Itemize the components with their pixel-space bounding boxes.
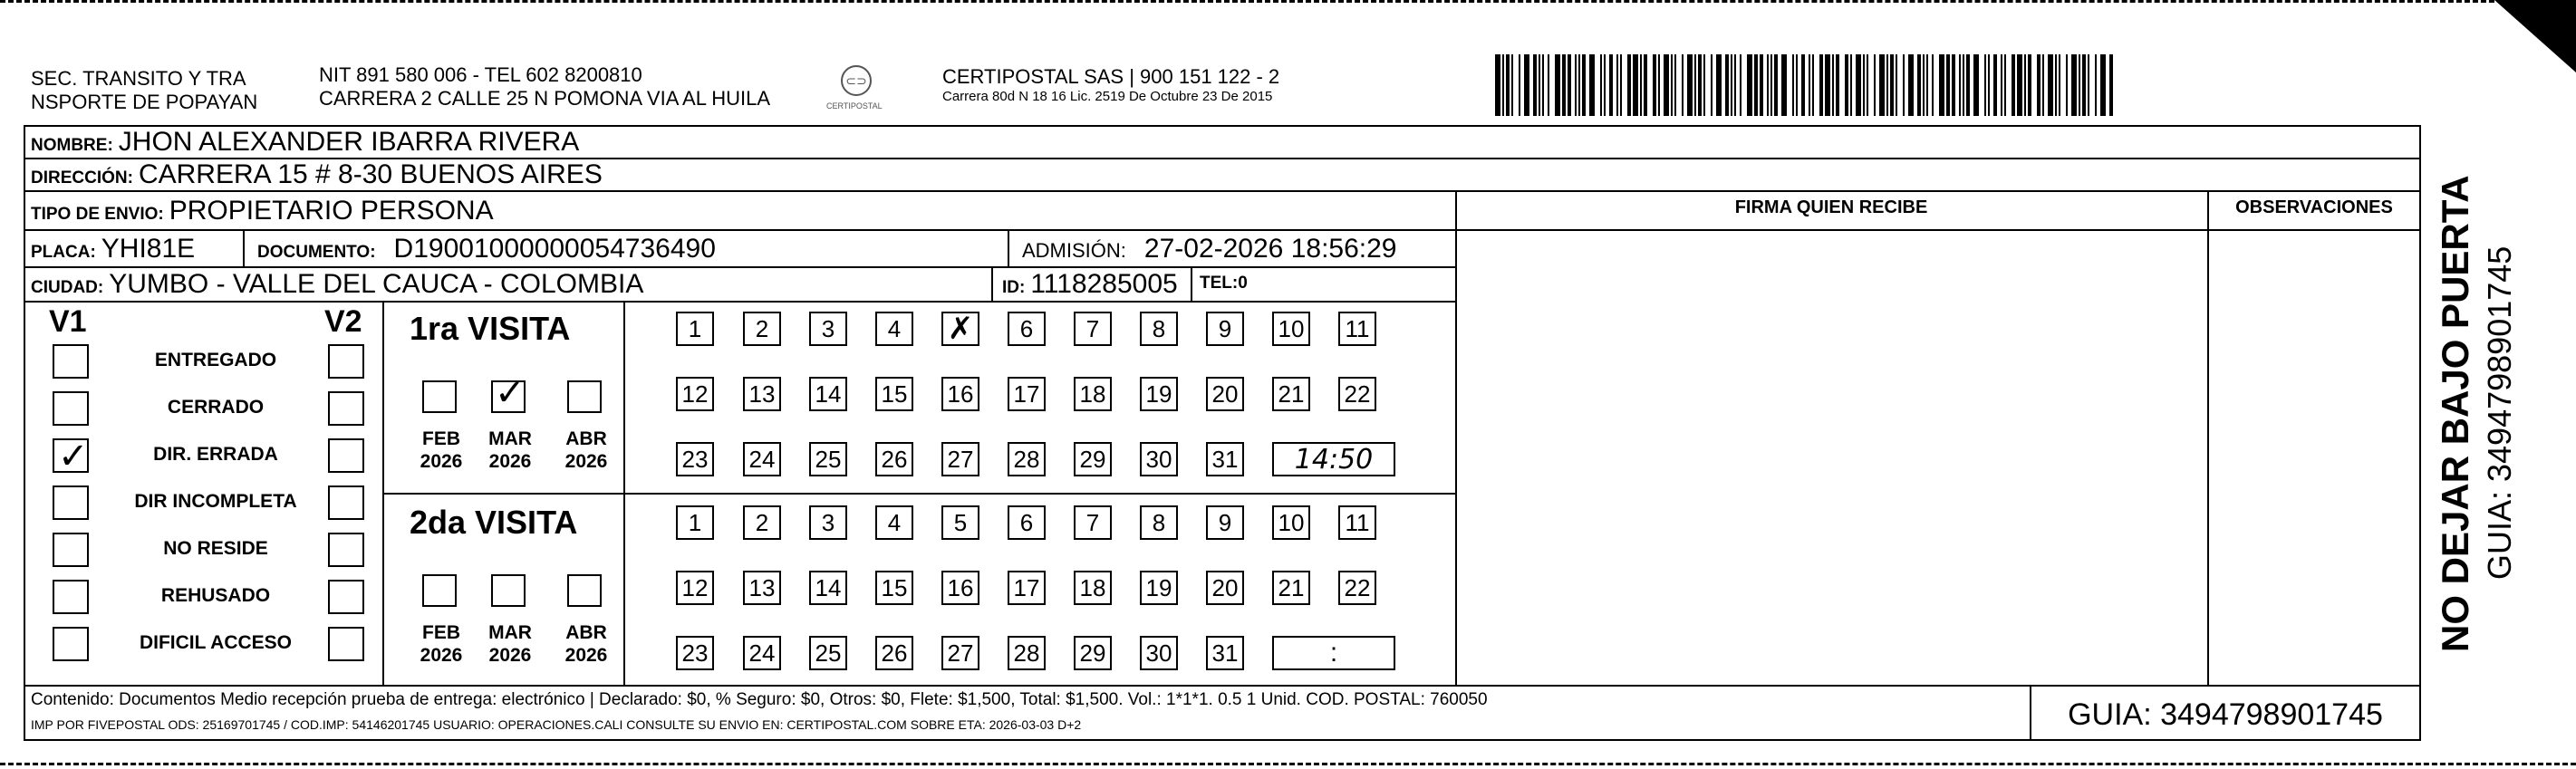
visit1-day-21[interactable]: 21: [1272, 377, 1310, 411]
visit1-month-label: FEB 2026: [420, 428, 463, 472]
footer-contenido: Contenido: Documentos Medio recepción prueba de entrega: electrónico | Declarado: $0, % Seguro: $0, Otros: $0, Flete: $1,500, Total: $1,500. Vol.: 1*1*1. 0.5 1 Unid. COD. POSTAL: 760050: [31, 690, 1488, 709]
v2-checkbox[interactable]: [328, 344, 364, 379]
admision-label: ADMISIÓN:: [1022, 239, 1126, 262]
visit2-day-23[interactable]: 23: [676, 636, 714, 670]
reason-label: ENTREGADO: [154, 350, 277, 370]
footer-imp: IMP POR FIVEPOSTAL ODS: 25169701745 / COD.IMP: 54146201745 USUARIO: OPERACIONES.CALI CONSULTE SU ENVIO EN: CERTIPOSTAL.COM SOBRE ETA: 2026-03-03 D+2: [31, 717, 1082, 732]
visit1-day-1[interactable]: 1: [676, 312, 714, 346]
reason-label: DIR INCOMPLETA: [134, 491, 297, 512]
visit1-title: 1ra VISITA: [410, 310, 571, 347]
reason-label: REHUSADO: [160, 585, 271, 606]
v2-checkbox[interactable]: [328, 580, 364, 614]
visit2-day-7[interactable]: 7: [1074, 505, 1112, 540]
visit2-day-15[interactable]: 15: [875, 571, 913, 605]
admision-value: 27-02-2026 18:56:29: [1143, 234, 1397, 264]
visit1-day-30[interactable]: 30: [1140, 442, 1178, 476]
visit1-day-6[interactable]: 6: [1008, 312, 1046, 346]
visit1-day-9[interactable]: 9: [1206, 312, 1244, 346]
visit2-day-1[interactable]: 1: [676, 505, 714, 540]
ciudad-value: YUMBO - VALLE DEL CAUCA - COLOMBIA: [109, 269, 644, 299]
documento-label: DOCUMENTO:: [257, 243, 376, 262]
carrier-line2: Carrera 80d N 18 16 Lic. 2519 De Octubre 23 De 2015: [942, 89, 1273, 104]
direccion-value: CARRERA 15 # 8-30 BUENOS AIRES: [138, 159, 603, 189]
visit2-day-2[interactable]: 2: [743, 505, 781, 540]
visit2-day-24[interactable]: 24: [743, 636, 781, 670]
visit2-day-10[interactable]: 10: [1272, 505, 1310, 540]
visit1-day-22[interactable]: 22: [1338, 377, 1376, 411]
visit1-day-28[interactable]: 28: [1008, 442, 1046, 476]
placa-label: PLACA:: [31, 243, 96, 262]
visit1-day-25[interactable]: 25: [809, 442, 847, 476]
visit2-day-31[interactable]: 31: [1206, 636, 1244, 670]
logo-caption: CERTIPOSTAL: [826, 101, 883, 111]
visit2-day-30[interactable]: 30: [1140, 636, 1178, 670]
visit1-day-24[interactable]: 24: [743, 442, 781, 476]
tel-label: TEL:: [1200, 274, 1239, 293]
v1-checkbox[interactable]: [53, 533, 89, 567]
carrier-line1: CERTIPOSTAL SAS | 900 151 122 - 2: [942, 65, 1280, 88]
visit1-month-checkbox[interactable]: [491, 372, 526, 414]
visit1-day-29[interactable]: 29: [1074, 442, 1112, 476]
visit2-day-14[interactable]: 14: [809, 571, 847, 605]
visit1-hour-box[interactable]: 14:50: [1272, 442, 1395, 476]
visit2-day-16[interactable]: 16: [941, 571, 979, 605]
visit2-month-label: MAR 2026: [488, 622, 532, 666]
barcode: [1495, 54, 2120, 116]
documento-row: [257, 234, 716, 264]
visit2-day-6[interactable]: 6: [1008, 505, 1046, 540]
visit1-month-label: ABR 2026: [564, 428, 608, 472]
ciudad-row: [31, 269, 643, 300]
id-row: [1002, 269, 1178, 300]
v2-checkbox[interactable]: [328, 533, 364, 567]
visit1-month-checkbox[interactable]: [567, 380, 602, 413]
ciudad-label: CIUDAD:: [31, 278, 104, 297]
visit2-day-25[interactable]: 25: [809, 636, 847, 670]
id-label: ID:: [1002, 278, 1026, 297]
nombre-value: JHON ALEXANDER IBARRA RIVERA: [118, 127, 580, 157]
visit2-day-13[interactable]: 13: [743, 571, 781, 605]
placa-value: YHI81E: [101, 234, 196, 264]
carrier-info: [942, 65, 1279, 104]
nombre-row: [31, 127, 579, 158]
visit2-day-21[interactable]: 21: [1272, 571, 1310, 605]
visit2-day-8[interactable]: 8: [1140, 505, 1178, 540]
v1-header: V1: [49, 304, 87, 339]
reason-label: NO RESIDE: [163, 538, 268, 559]
nombre-label: NOMBRE:: [31, 136, 113, 155]
visit2-month-label: ABR 2026: [564, 622, 608, 666]
visit2-day-5[interactable]: 5: [941, 505, 979, 540]
visit1-day-5[interactable]: ✗: [941, 312, 979, 346]
sender-line1: SEC. TRANSITO Y TRA: [31, 67, 246, 90]
visit1-day-14[interactable]: 14: [809, 377, 847, 411]
v1-checkbox[interactable]: [53, 344, 89, 379]
visit1-month-label: MAR 2026: [488, 428, 532, 472]
tel-row: [1200, 274, 1248, 293]
id-value: 1118285005: [1030, 269, 1178, 299]
v2-checkbox[interactable]: [328, 391, 364, 426]
observaciones-header: OBSERVACIONES: [2235, 197, 2393, 217]
side-warning: NO DEJAR BAJO PUERTA: [2434, 175, 2476, 652]
v1-checkbox[interactable]: [53, 627, 89, 661]
visit1-day-20[interactable]: 20: [1206, 377, 1244, 411]
visit2-month-checkbox[interactable]: [567, 574, 602, 607]
visit1-day-3[interactable]: 3: [809, 312, 847, 346]
visit2-month-checkbox[interactable]: [422, 574, 457, 607]
visit2-day-11[interactable]: 11: [1338, 505, 1376, 540]
tel-value: 0: [1238, 274, 1248, 293]
visit1-day-17[interactable]: 17: [1008, 377, 1046, 411]
tear-line-top: [0, 0, 2576, 3]
visit2-day-27[interactable]: 27: [941, 636, 979, 670]
tipo-label: TIPO DE ENVIO:: [31, 205, 164, 224]
v2-checkbox[interactable]: [328, 627, 364, 661]
visit1-day-13[interactable]: 13: [743, 377, 781, 411]
visit1-month-check-mark: ✓: [495, 372, 526, 414]
visit2-day-17[interactable]: 17: [1008, 571, 1046, 605]
visit1-day-19[interactable]: 19: [1140, 377, 1178, 411]
visit2-day-29[interactable]: 29: [1074, 636, 1112, 670]
visit1-day-27[interactable]: 27: [941, 442, 979, 476]
visit2-hour-box[interactable]: :: [1272, 636, 1395, 670]
direccion-row: [31, 159, 603, 190]
visit1-day-10[interactable]: 10: [1272, 312, 1310, 346]
visit1-day-2[interactable]: 2: [743, 312, 781, 346]
visit2-month-checkbox[interactable]: [491, 574, 526, 607]
cut-corner: [2494, 0, 2576, 72]
direccion-label: DIRECCIÓN:: [31, 168, 133, 187]
placa-row: [31, 234, 195, 264]
reason-label: DIR. ERRADA: [153, 444, 278, 465]
visit1-day-11[interactable]: 11: [1338, 312, 1376, 346]
v1-checkbox[interactable]: [53, 436, 89, 477]
visit2-day-19[interactable]: 19: [1140, 571, 1178, 605]
reason-label: DIFICIL ACCESO: [139, 632, 292, 653]
v1-check-mark: ✓: [58, 436, 89, 477]
tipo-value: PROPIETARIO PERSONA: [169, 196, 494, 226]
visit1-day-23[interactable]: 23: [676, 442, 714, 476]
visit1-day-16[interactable]: 16: [941, 377, 979, 411]
sender-name: [31, 67, 257, 114]
v2-checkbox[interactable]: [328, 485, 364, 520]
reason-label: CERRADO: [167, 397, 265, 418]
visit2-day-9[interactable]: 9: [1206, 505, 1244, 540]
visit1-day-12[interactable]: 12: [676, 377, 714, 411]
visit2-day-22[interactable]: 22: [1338, 571, 1376, 605]
visit1-day-26[interactable]: 26: [875, 442, 913, 476]
visit2-day-28[interactable]: 28: [1008, 636, 1046, 670]
visit1-day-15[interactable]: 15: [875, 377, 913, 411]
visit2-day-3[interactable]: 3: [809, 505, 847, 540]
visit1-day-8[interactable]: 8: [1140, 312, 1178, 346]
visit1-day-18[interactable]: 18: [1074, 377, 1112, 411]
carrier-logo-icon: ⊂⊃: [841, 65, 872, 96]
sender-info-line1: NIT 891 580 006 - TEL 602 8200810: [319, 63, 642, 86]
visit2-day-18[interactable]: 18: [1074, 571, 1112, 605]
visit2-month-label: FEB 2026: [420, 622, 463, 666]
visit2-day-26[interactable]: 26: [875, 636, 913, 670]
documento-value: D19001000000054736490: [393, 234, 716, 264]
sender-info-line2: CARRERA 2 CALLE 25 N POMONA VIA AL HUILA: [319, 87, 771, 110]
side-guia: GUIA: 3494798901745: [2481, 245, 2518, 580]
v1-checkbox[interactable]: [53, 485, 89, 520]
v1-checkbox[interactable]: [53, 391, 89, 426]
tear-line-bottom: [0, 763, 2576, 765]
sender-line2: NSPORTE DE POPAYAN: [31, 91, 258, 113]
visit2-title: 2da VISITA: [410, 504, 578, 541]
firma-header: FIRMA QUIEN RECIBE: [1734, 197, 1928, 217]
v1-checkbox[interactable]: [53, 580, 89, 614]
admision-row: [1022, 234, 1396, 264]
v2-checkbox[interactable]: [328, 438, 364, 473]
visit1-day-4[interactable]: 4: [875, 312, 913, 346]
tipo-row: [31, 196, 494, 226]
visit2-day-4[interactable]: 4: [875, 505, 913, 540]
visit1-day-7[interactable]: 7: [1074, 312, 1112, 346]
v2-header: V2: [324, 304, 362, 339]
visit2-day-12[interactable]: 12: [676, 571, 714, 605]
visit2-day-20[interactable]: 20: [1206, 571, 1244, 605]
sender-info: [319, 63, 770, 111]
footer-guia: GUIA: 3494798901745: [2068, 697, 2383, 732]
visit1-month-checkbox[interactable]: [422, 380, 457, 413]
visit1-day-31[interactable]: 31: [1206, 442, 1244, 476]
